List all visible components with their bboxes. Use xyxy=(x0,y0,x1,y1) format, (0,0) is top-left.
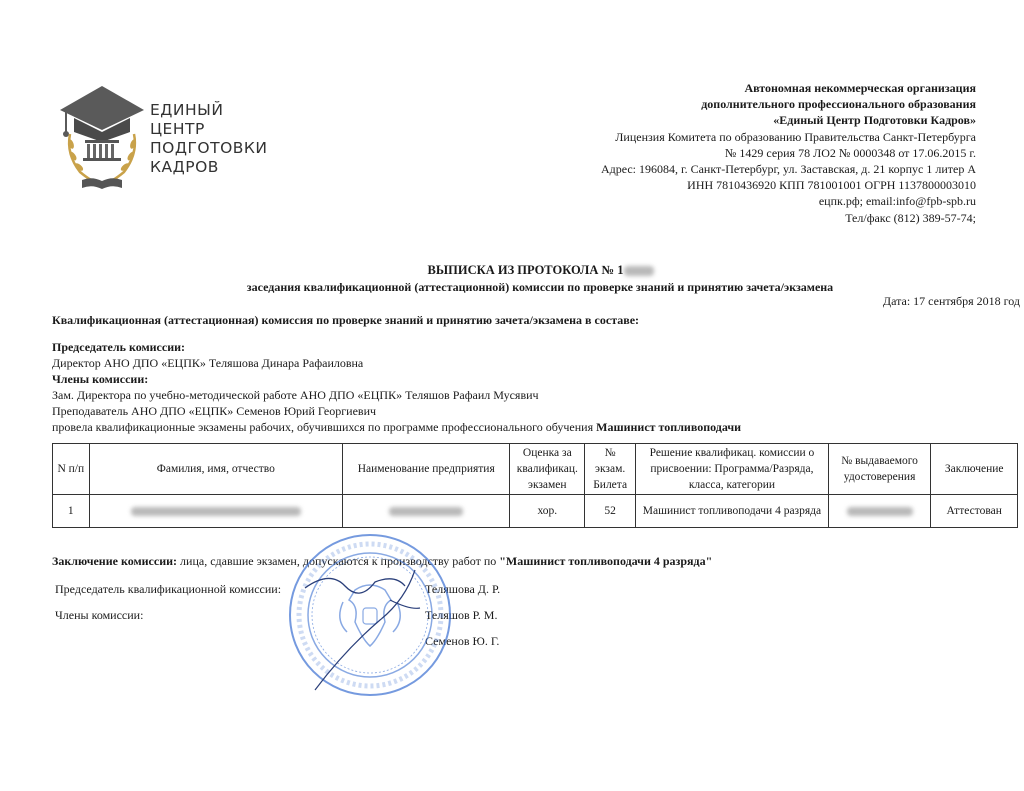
cell-company xyxy=(343,495,510,528)
cell-conclusion: Аттестован xyxy=(931,495,1018,528)
org-email: ецпк.рф; email:info@fpb-spb.ru xyxy=(818,194,976,209)
member-1: Зам. Директора по учебно-методической работе АНО ДПО «ЕЦПК» Теляшов Рафаил Мусявич xyxy=(52,388,539,402)
header-conclusion: Заключение xyxy=(931,444,1018,495)
logo-wordmark: ЕДИНЫЙ ЦЕНТР ПОДГОТОВКИ КАДРОВ xyxy=(150,101,268,176)
document-subtitle: заседания квалификационной (аттестационной) комиссии по проверке знаний и принятию зачета/экзамена xyxy=(246,280,834,294)
table-row xyxy=(53,495,1018,528)
member-1-signature-name: Теляшов Р. М. xyxy=(425,608,498,622)
cell-grade: хор. xyxy=(510,495,585,528)
members-heading: Члены комиссии: xyxy=(52,372,149,386)
header-certificate: № выдаваемого удостоверения xyxy=(828,444,931,495)
redacted-certificate xyxy=(847,507,913,516)
organization-header xyxy=(416,80,976,226)
members-signature-label: Члены комиссии: xyxy=(55,608,144,622)
chair-heading: Председатель комиссии: xyxy=(52,340,186,354)
redacted-fio xyxy=(131,507,301,516)
header-ticket: № экзам. Билета xyxy=(585,444,636,495)
cell-ticket: 52 xyxy=(585,495,636,528)
redacted-company xyxy=(389,507,463,516)
header-decision: Решение квалификац. комиссии о присвоении: Программа/Разряда, класса, категории xyxy=(636,444,829,495)
cell-decision: Машинист топливоподачи 4 разряда xyxy=(636,495,829,528)
chair-signature-name: Теляшова Д. Р. xyxy=(425,582,501,596)
member-2: Преподаватель АНО ДПО «ЕЦПК» Семенов Юрий Георгиевич xyxy=(52,404,377,418)
chair-signature-label: Председатель квалификационной комиссии: xyxy=(55,582,282,596)
official-stamp-icon xyxy=(285,530,455,700)
cell-num: 1 xyxy=(53,495,90,528)
commission-intro: Квалификационная (аттестационная) комиссия по проверке знаний и принятию зачета/экзамена в составе: xyxy=(52,313,640,327)
org-registration: ИНН 7810436920 КПП 781001001 ОГРН 1137800003010 xyxy=(687,178,976,193)
graduation-cap-icon xyxy=(52,84,152,196)
org-address: Адрес: 196084, г. Санкт-Петербург, ул. Заставская, д. 21 корпус 1 литер А xyxy=(600,162,976,177)
redacted-protocol-number xyxy=(624,266,654,276)
document-title: ВЫПИСКА ИЗ ПРОТОКОЛА № 1 xyxy=(0,263,1024,278)
org-license-number: № 1429 серия 78 ЛО2 № 0000348 от 17.06.2015 г. xyxy=(724,145,976,160)
org-type: Автономная некоммерческая организация xyxy=(744,81,976,95)
results-table xyxy=(52,443,1018,528)
program-name: Машинист топливоподачи xyxy=(596,420,742,434)
header-company: Наименование предприятия xyxy=(343,444,510,495)
commission-conclusion: Заключение комиссии: лица, сдавшие экзамен, допускаются к производству работ по "Машинист топливоподачи 4 разряда" xyxy=(52,554,713,568)
header-num: N п/п xyxy=(53,444,90,495)
header-grade: Оценка за квалификац. экзамен xyxy=(510,444,585,495)
cell-certificate xyxy=(828,495,931,528)
org-license: Лицензия Комитета по образованию Правительства Санкт-Петербурга xyxy=(615,129,976,144)
organization-logo xyxy=(52,84,302,199)
member-2-signature-name: Семенов Ю. Г. xyxy=(425,634,500,648)
exam-statement: провела квалификационные экзамены рабочих, обучившихся по программе профессионального обучения Машинист топливоподачи xyxy=(52,420,742,434)
org-name: «Единый Центр Подготовки Кадров» xyxy=(773,113,976,128)
table-header-row xyxy=(53,444,1018,495)
cell-fio xyxy=(89,495,342,528)
org-phone: Тел/факс (812) 389-57-74; xyxy=(845,210,976,225)
header-fio: Фамилия, имя, отчество xyxy=(89,444,342,495)
document-date: Дата: 17 сентября 2018 год xyxy=(882,294,1020,308)
org-education-type: дополнительного профессионального образования xyxy=(701,97,976,112)
chair-name: Директор АНО ДПО «ЕЦПК» Теляшова Динара Рафаиловна xyxy=(52,356,364,370)
